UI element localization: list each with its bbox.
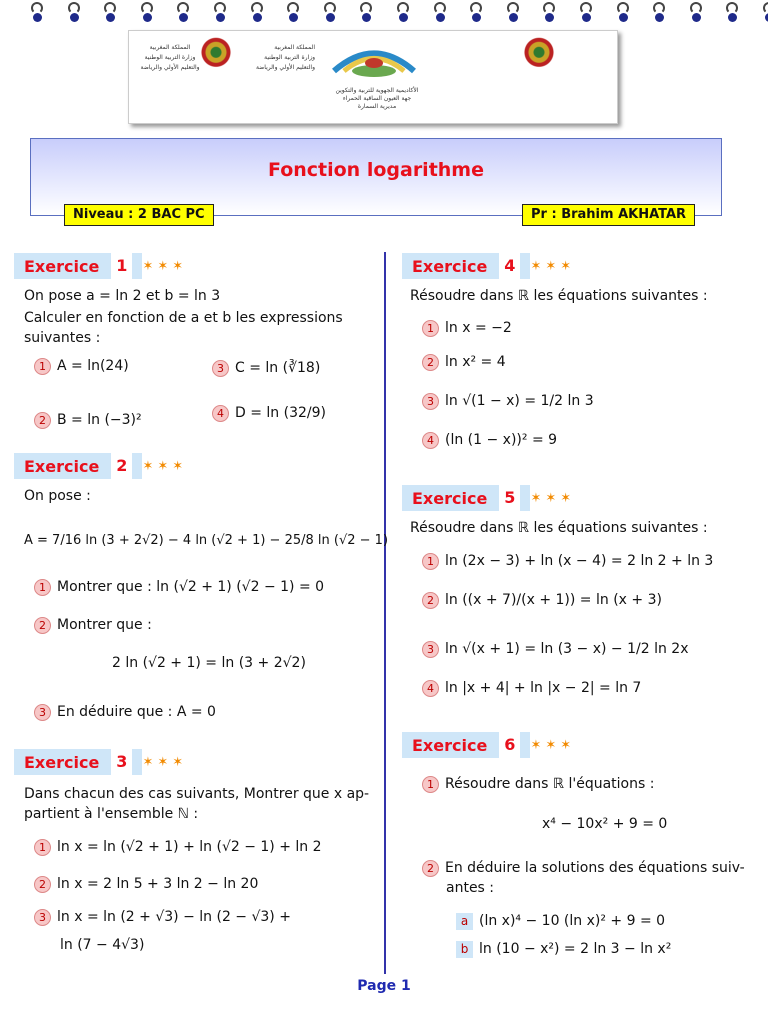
- ministry-left-line: والتعليم الأولي والرياضة: [140, 64, 200, 71]
- sub-item: [456, 939, 671, 959]
- item-text: ln √(1 − x) = 1/2 ln 3: [445, 393, 594, 409]
- item-text: (ln (1 − x))² = 9: [445, 432, 558, 448]
- exercise-text: Résoudre dans ℝ les équations suivantes :: [410, 520, 708, 536]
- exercise-label: Exercice: [24, 256, 100, 276]
- exercise-label: Exercice: [412, 488, 488, 508]
- item-text: (ln x)⁴ − 10 (ln x)² + 9 = 0: [479, 913, 666, 929]
- item-text: ln (10 − x²) = 2 ln 3 − ln x²: [479, 941, 672, 957]
- list-item: [422, 352, 506, 372]
- academy-line: الأكاديمية الجهوية للتربية والتكوين: [335, 87, 419, 94]
- star-icon: ✶: [530, 737, 542, 753]
- item-text: A = ln(24): [57, 358, 129, 374]
- item-number: 3: [422, 393, 439, 410]
- item-text: Montrer que : ln (√2 + 1) (√2 − 1) = 0: [57, 579, 325, 595]
- spiral-ring-icon: [506, 2, 520, 22]
- item-number: 2: [34, 617, 51, 634]
- difficulty-stars: [142, 453, 187, 479]
- list-item: [34, 702, 216, 722]
- spiral-binding: [0, 0, 768, 28]
- star-icon: ✶: [172, 458, 184, 474]
- item-number: 1: [34, 358, 51, 375]
- spiral-ring-icon: [542, 2, 556, 22]
- star-icon: ✶: [172, 754, 184, 770]
- item-number: 3: [34, 704, 51, 721]
- spiral-ring-icon: [469, 2, 483, 22]
- item-text: ln x = ln (2 + √3) − ln (2 − √3) +: [57, 909, 291, 925]
- spiral-ring-icon: [103, 2, 117, 22]
- exercise-2-header: [14, 453, 187, 479]
- star-icon: ✶: [530, 258, 542, 274]
- exercise-label: Exercice: [24, 456, 100, 476]
- list-item: [34, 356, 129, 376]
- spiral-ring-icon: [579, 2, 593, 22]
- institution-header: [128, 30, 618, 124]
- item-text: ln ((x + 7)/(x + 1)) = ln (x + 3): [445, 592, 662, 608]
- level-tag: Niveau : 2 BAC PC: [64, 204, 214, 226]
- exercise-text: Dans chacun des cas suivants, Montrer que x ap-: [24, 786, 370, 802]
- list-item: [422, 678, 641, 698]
- spiral-ring-icon: [652, 2, 666, 22]
- difficulty-stars: [530, 732, 575, 758]
- star-icon: ✶: [157, 458, 169, 474]
- centered-formula: x⁴ − 10x² + 9 = 0: [542, 816, 668, 832]
- exercise-text: On pose :: [24, 488, 91, 504]
- exercise-number: 6: [499, 732, 520, 758]
- item-number: 1: [34, 579, 51, 596]
- spiral-ring-icon: [323, 2, 337, 22]
- spiral-ring-icon: [689, 2, 703, 22]
- item-text: C = ln (∛18): [235, 360, 321, 376]
- item-text: ln x² = 4: [445, 354, 506, 370]
- exercise-text: partient à l'ensemble ℕ :: [24, 806, 199, 822]
- difficulty-stars: [530, 485, 575, 511]
- item-number: 3: [212, 360, 229, 377]
- item-number: 2: [422, 354, 439, 371]
- list-item: [422, 639, 689, 659]
- spiral-ring-icon: [250, 2, 264, 22]
- item-text: Montrer que :: [57, 617, 152, 633]
- item-text: En déduire la solutions des équations suiv-: [445, 860, 745, 876]
- list-item: [422, 430, 557, 450]
- sub-item: [456, 911, 665, 931]
- teacher-tag: Pr : Brahim AKHATAR: [522, 204, 695, 226]
- star-icon: ✶: [142, 458, 154, 474]
- list-item: [212, 358, 320, 378]
- exercise-1-header: [14, 253, 187, 279]
- exercise-5-header: [402, 485, 575, 511]
- exercise-number: 4: [499, 253, 520, 279]
- item-text: ln x = −2: [445, 320, 512, 336]
- star-icon: ✶: [157, 754, 169, 770]
- list-item: [34, 615, 152, 635]
- star-icon: ✶: [560, 737, 572, 753]
- ministry-left-line: المملكة المغربية: [149, 44, 191, 51]
- star-icon: ✶: [530, 490, 542, 506]
- academy-line: جهة العيون الساقية الحمراء: [342, 95, 412, 102]
- list-item: [422, 318, 512, 338]
- spiral-ring-icon: [616, 2, 630, 22]
- star-icon: ✶: [157, 258, 169, 274]
- exercise-formula: A = 7/16 ln (3 + 2√2) − 4 ln (√2 + 1) − 25/8 ln (√2 − 1): [24, 533, 389, 548]
- page-number: Page 1: [357, 978, 411, 994]
- star-icon: ✶: [142, 754, 154, 770]
- spiral-ring-icon: [213, 2, 227, 22]
- spiral-ring-icon: [67, 2, 81, 22]
- star-icon: ✶: [560, 490, 572, 506]
- item-text: ln (2x − 3) + ln (x − 4) = 2 ln 2 + ln 3: [445, 553, 714, 569]
- spiral-ring-icon: [286, 2, 300, 22]
- item-number: 1: [422, 776, 439, 793]
- exercise-text: On pose a = ln 2 et b = ln 3: [24, 288, 221, 304]
- item-number: 4: [422, 432, 439, 449]
- exercise-label: Exercice: [412, 735, 488, 755]
- item-number: 4: [422, 680, 439, 697]
- list-item: [422, 858, 745, 878]
- item-text: D = ln (32/9): [235, 405, 326, 421]
- item-text: ln x = ln (√2 + 1) + ln (√2 − 1) + ln 2: [57, 839, 322, 855]
- item-text: En déduire que : A = 0: [57, 704, 216, 720]
- academy-logo-icon: [329, 41, 419, 81]
- exercise-6-header: [402, 732, 575, 758]
- list-item: [422, 590, 662, 610]
- ministry-left-text: [135, 43, 205, 73]
- item-number: 3: [422, 641, 439, 658]
- item-text: B = ln (−3)²: [57, 412, 142, 428]
- academy-name: [317, 87, 437, 111]
- item-number: 1: [422, 553, 439, 570]
- exercise-number: 5: [499, 485, 520, 511]
- academy-line: مديرية السمارة: [357, 103, 397, 110]
- item-text: ln √(x + 1) = ln (3 − x) − 1/2 ln 2x: [445, 641, 689, 657]
- exercise-text: suivantes :: [24, 330, 101, 346]
- star-icon: ✶: [545, 490, 557, 506]
- exercise-4-header: [402, 253, 575, 279]
- spiral-ring-icon: [725, 2, 739, 22]
- item-number: 2: [34, 412, 51, 429]
- item-number: 3: [34, 909, 51, 926]
- ministry-left-arabic-line: وزارة التربية الوطنية: [264, 54, 315, 61]
- list-item: [422, 391, 594, 411]
- spiral-ring-icon: [176, 2, 190, 22]
- ministry-left-arabic-line: والتعليم الأولي والرياضة: [255, 64, 315, 71]
- item-number: 1: [422, 320, 439, 337]
- item-number: 1: [34, 839, 51, 856]
- exercise-number: 3: [111, 749, 132, 775]
- list-item: [34, 837, 322, 857]
- list-item: [422, 551, 713, 571]
- item-text: ln |x + 4| + ln |x − 2| = ln 7: [445, 680, 642, 696]
- difficulty-stars: [530, 253, 575, 279]
- star-icon: ✶: [142, 258, 154, 274]
- moroccan-emblem-icon: [524, 37, 554, 71]
- exercise-label: Exercice: [24, 752, 100, 772]
- spiral-ring-icon: [30, 2, 44, 22]
- item-number: 4: [212, 405, 229, 422]
- exercise-text: Résoudre dans ℝ les équations suivantes :: [410, 288, 708, 304]
- exercise-number: 1: [111, 253, 132, 279]
- list-item: [34, 874, 258, 894]
- exercise-number: 2: [111, 453, 132, 479]
- exercise-3-header: [14, 749, 187, 775]
- page-title: Fonction logarithme: [267, 159, 484, 181]
- difficulty-stars: [142, 253, 187, 279]
- spiral-ring-icon: [140, 2, 154, 22]
- spiral-ring-icon: [396, 2, 410, 22]
- column-divider: [384, 252, 386, 974]
- list-item: [422, 774, 654, 794]
- exercise-text: Calculer en fonction de a et b les expressions: [24, 310, 343, 326]
- sub-item-letter: a: [456, 913, 473, 930]
- ministry-left-arabic: [235, 43, 315, 73]
- item-number: 2: [34, 876, 51, 893]
- star-icon: ✶: [560, 258, 572, 274]
- item-text: Résoudre dans ℝ l'équations :: [445, 776, 655, 792]
- moroccan-emblem-icon: [201, 37, 231, 71]
- ministry-left-arabic-line: المملكة المغربية: [274, 44, 315, 51]
- item-number: 2: [422, 860, 439, 877]
- star-icon: ✶: [545, 737, 557, 753]
- ministry-left-line: وزارة التربية الوطنية: [144, 54, 196, 61]
- star-icon: ✶: [172, 258, 184, 274]
- item-text: ln x = 2 ln 5 + 3 ln 2 − ln 20: [57, 876, 259, 892]
- spiral-ring-icon: [433, 2, 447, 22]
- star-icon: ✶: [545, 258, 557, 274]
- centered-formula: 2 ln (√2 + 1) = ln (3 + 2√2): [112, 655, 306, 671]
- item-continuation: ln (7 − 4√3): [60, 937, 145, 953]
- difficulty-stars: [142, 749, 187, 775]
- list-item: [212, 403, 326, 423]
- spiral-ring-icon: [762, 2, 768, 22]
- exercise-label: Exercice: [412, 256, 488, 276]
- list-item: [34, 577, 324, 597]
- list-item: [34, 410, 142, 430]
- sub-item-letter: b: [456, 941, 473, 958]
- spiral-ring-icon: [359, 2, 373, 22]
- list-item: [34, 907, 291, 927]
- item-continuation: antes :: [446, 880, 495, 896]
- item-number: 2: [422, 592, 439, 609]
